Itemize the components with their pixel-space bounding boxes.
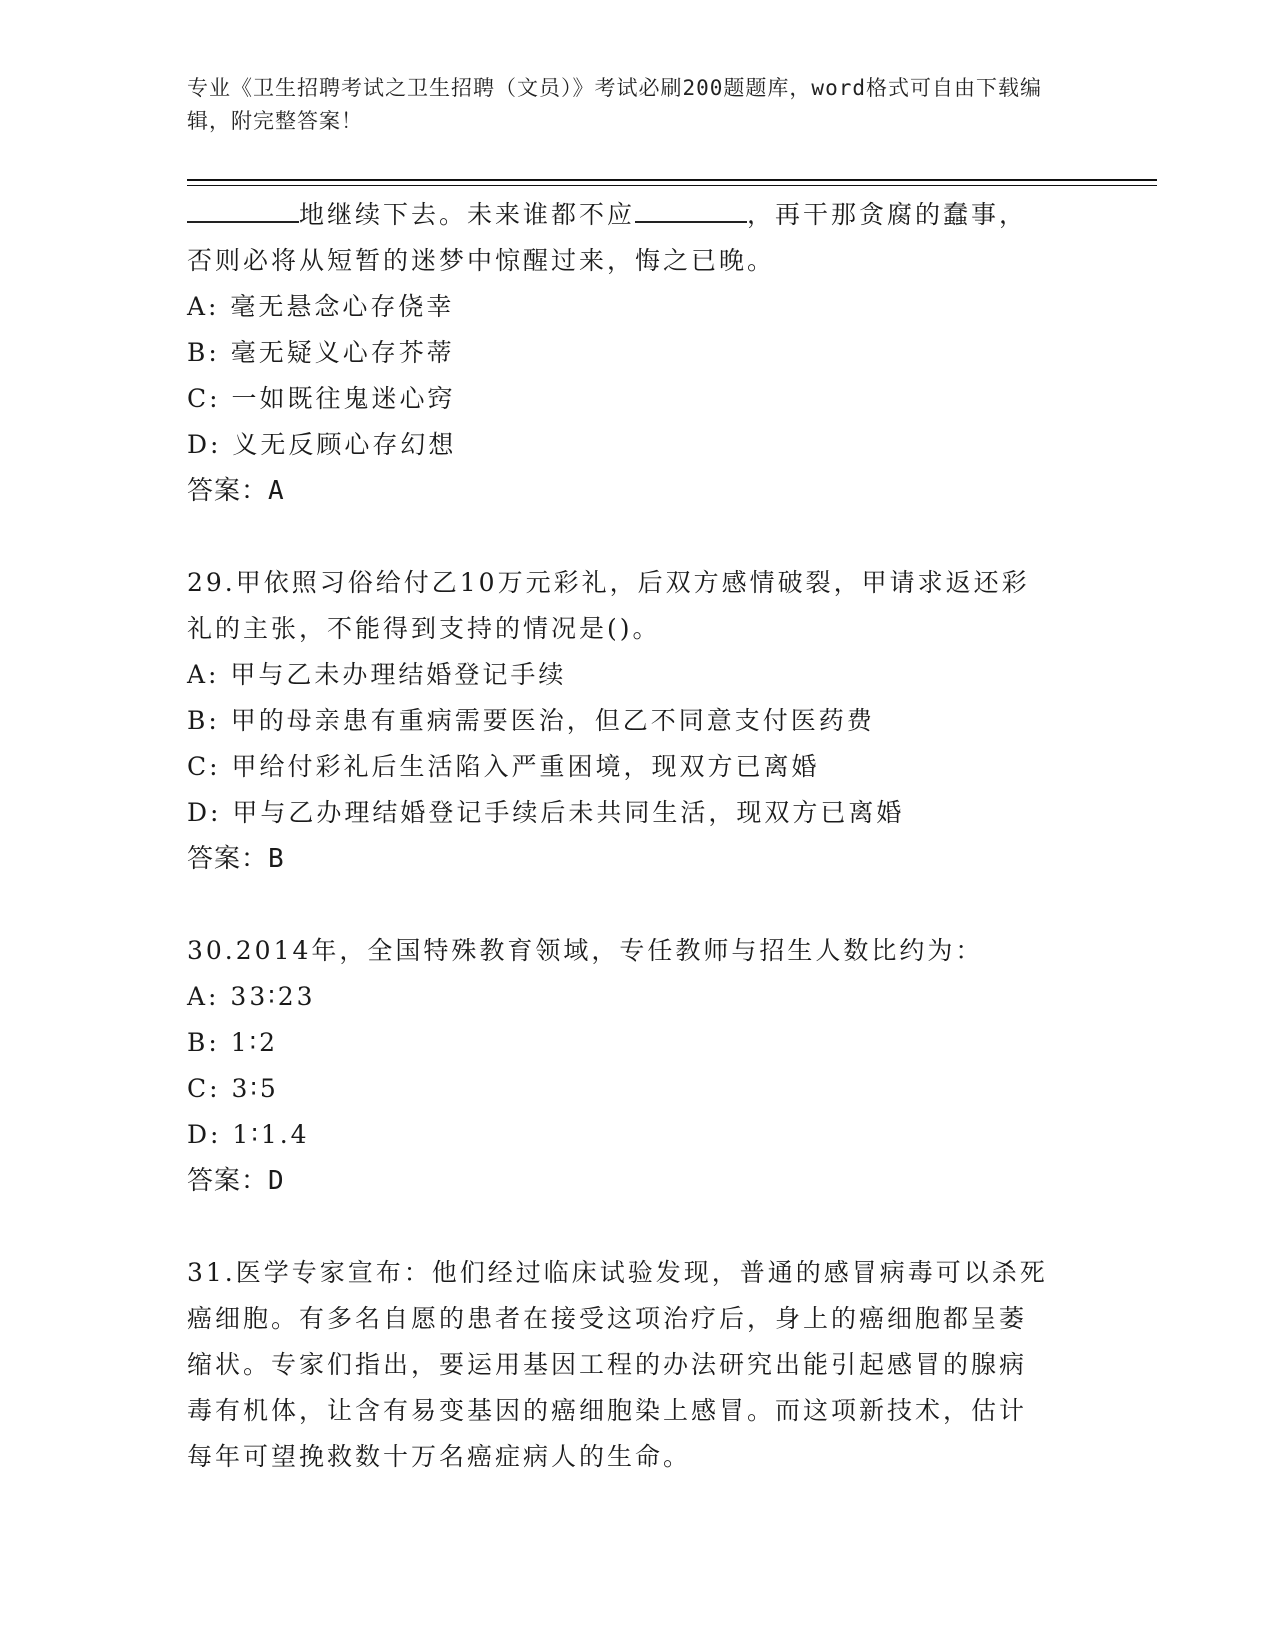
answer-label: 答案： [187, 476, 269, 506]
question-31 [187, 1250, 1087, 1480]
question-28 [187, 192, 1087, 514]
question-stem-line: 30.2014年，全国特殊教育领域，专任教师与招生人数比约为： [187, 936, 984, 965]
option-a: A: 33∶23 [187, 982, 316, 1011]
fill-blank [635, 197, 747, 223]
question-29 [187, 560, 1087, 882]
question-stem-line: 地继续下去。未来谁都不应 ，再干那贪腐的蠢事， [187, 192, 1087, 238]
question-stem-line: 毒有机体，让含有易变基因的癌细胞染上感冒。而这项新技术，估计 [187, 1396, 1028, 1425]
question-stem-line: 癌细胞。有多名自愿的患者在接受这项治疗后，身上的癌细胞都呈萎 [187, 1304, 1028, 1333]
option-d: D: 甲与乙办理结婚登记手续后未共同生活，现双方已离婚 [187, 798, 905, 827]
question-stem-line: 每年可望挽救数十万名癌症病人的生命。 [187, 1442, 692, 1471]
answer-label: 答案： [187, 1166, 269, 1196]
question-stem-line: 29.甲依照习俗给付乙10万元彩礼，后双方感情破裂，甲请求返还彩 [187, 568, 1030, 597]
question-stem-line: 缩状。专家们指出，要运用基因工程的办法研究出能引起感冒的腺病 [187, 1350, 1028, 1379]
answer-line [187, 468, 1087, 514]
option-c: C: 甲给付彩礼后生活陷入严重困境，现双方已离婚 [187, 752, 820, 781]
answer-line [187, 836, 1087, 882]
answer-line [187, 1158, 1087, 1204]
answer-value: A [268, 476, 285, 506]
header-divider [187, 179, 1157, 181]
header-divider-thin [187, 185, 1157, 186]
page-header [187, 72, 1067, 138]
option-a: A: 甲与乙未办理结婚登记手续 [187, 660, 567, 689]
question-list [187, 192, 1087, 1480]
answer-value: D [268, 1166, 285, 1196]
option-d: D: 1∶1.4 [187, 1120, 310, 1149]
option-a: A: 毫无悬念心存侥幸 [187, 292, 455, 321]
question-30 [187, 928, 1087, 1204]
question-stem-line: 31.医学专家宣布：他们经过临床试验发现，普通的感冒病毒可以杀死 [187, 1258, 1048, 1287]
option-d: D: 义无反顾心存幻想 [187, 430, 457, 459]
question-stem-line: 否则必将从短暂的迷梦中惊醒过来，悔之已晚。 [187, 246, 776, 275]
answer-label: 答案： [187, 844, 269, 874]
option-c: C: 3∶5 [187, 1074, 279, 1103]
option-c: C: 一如既往鬼迷心窍 [187, 384, 456, 413]
question-stem-line: 礼的主张，不能得到支持的情况是()。 [187, 614, 661, 643]
option-b: B: 毫无疑义心存芥蒂 [187, 338, 455, 367]
answer-value: B [268, 844, 285, 874]
option-b: B: 甲的母亲患有重病需要医治，但乙不同意支付医药费 [187, 706, 875, 735]
fill-blank [187, 197, 299, 223]
document-title: 专业《卫生招聘考试之卫生招聘（文员）》考试必刷200题题库，word格式可自由下载编辑，附完整答案！ [187, 76, 1042, 133]
option-b: B: 1∶2 [187, 1028, 279, 1057]
